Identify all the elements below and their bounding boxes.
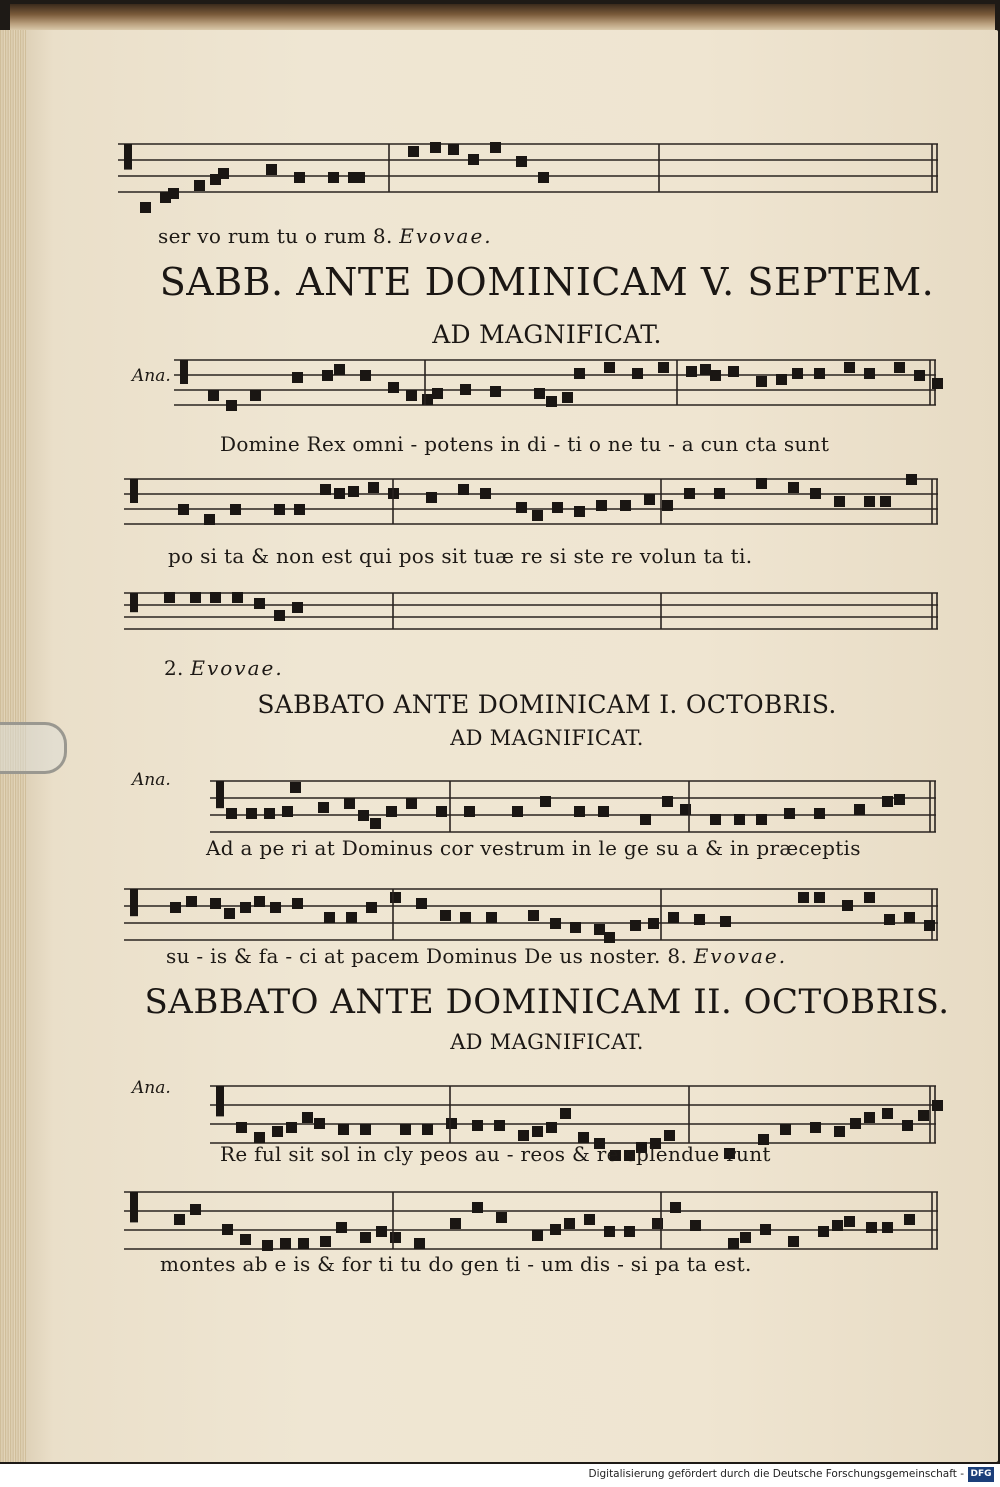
neume-note xyxy=(254,896,265,907)
neume-note xyxy=(904,912,915,923)
neume-note xyxy=(204,514,215,525)
neume-note xyxy=(496,1212,507,1223)
neume-note xyxy=(528,910,539,921)
neume-note xyxy=(432,388,443,399)
dfg-logo: DFG xyxy=(968,1467,994,1482)
neume-note xyxy=(844,362,855,373)
neume-note xyxy=(516,156,527,167)
neume-note xyxy=(792,368,803,379)
neume-note xyxy=(490,386,501,397)
neume-note xyxy=(596,500,607,511)
neume-note xyxy=(906,474,917,485)
neume-note xyxy=(866,1222,877,1233)
neume-note xyxy=(360,1124,371,1135)
music-staff-1 xyxy=(118,134,938,220)
neume-note xyxy=(264,808,275,819)
page-clip xyxy=(0,722,67,774)
neume-note xyxy=(814,368,825,379)
neume-note xyxy=(518,1130,529,1141)
neume-note xyxy=(784,808,795,819)
neume-note xyxy=(512,806,523,817)
neume-note xyxy=(298,1238,309,1249)
neume-note xyxy=(662,796,673,807)
neume-note xyxy=(344,798,355,809)
neume-note xyxy=(262,1240,273,1251)
neume-note xyxy=(328,172,339,183)
neume-note xyxy=(574,368,585,379)
neume-note xyxy=(668,912,679,923)
music-staff-3 xyxy=(124,470,938,548)
neume-note xyxy=(842,900,853,911)
neume-note xyxy=(236,1122,247,1133)
subheading-ad-magnificat: AD MAGNIFICAT. xyxy=(450,726,644,750)
neume-note xyxy=(814,892,825,903)
neume-note xyxy=(360,370,371,381)
neume-note xyxy=(734,814,745,825)
neume-note xyxy=(390,1232,401,1243)
neume-note xyxy=(700,364,711,375)
neume-note xyxy=(564,1218,575,1229)
neume-note xyxy=(226,808,237,819)
neume-note xyxy=(292,602,303,613)
lyric-line-2: Domine Rex omni - potens in di - ti o ne tu - a cun cta sunt xyxy=(220,432,830,456)
neume-note xyxy=(594,924,605,935)
neume-note xyxy=(780,1124,791,1135)
neume-note xyxy=(480,488,491,499)
section-heading-sabbato-ii-octobris: SABBATO ANTE DOMINICAM II. OCTOBRIS. xyxy=(144,982,950,1022)
section-heading-sabb-v-septem: SABB. ANTE DOMINICAM V. SEPTEM. xyxy=(159,260,935,304)
neume-note xyxy=(324,912,335,923)
neume-note xyxy=(448,144,459,155)
neume-note xyxy=(294,504,305,515)
neume-note xyxy=(932,1100,943,1111)
neume-note xyxy=(552,502,563,513)
antiphon-incipit: Ana. xyxy=(132,770,171,790)
neume-note xyxy=(210,898,221,909)
neume-note xyxy=(880,496,891,507)
neume-note xyxy=(190,592,201,603)
neume-note xyxy=(390,892,401,903)
neume-note xyxy=(854,804,865,815)
neume-note xyxy=(230,504,241,515)
mode-number: 2. xyxy=(164,656,184,680)
neume-note xyxy=(414,1238,425,1249)
neume-note xyxy=(334,364,345,375)
neume-note xyxy=(348,486,359,497)
neume-note xyxy=(210,592,221,603)
neume-note xyxy=(376,1226,387,1237)
lyric-text: su - is & fa - ci at pacem Dominus De us noster. 8. xyxy=(166,944,688,968)
neume-note xyxy=(918,1110,929,1121)
neume-note xyxy=(490,142,501,153)
neume-note xyxy=(756,814,767,825)
neume-note xyxy=(818,1226,829,1237)
neume-note xyxy=(460,912,471,923)
clef-mark xyxy=(130,889,138,916)
neume-note xyxy=(270,902,281,913)
neume-note xyxy=(884,914,895,925)
neume-note xyxy=(844,1216,855,1227)
neume-note xyxy=(532,510,543,521)
music-staff-2 xyxy=(174,350,936,430)
neume-note xyxy=(464,806,475,817)
neume-note xyxy=(882,1222,893,1233)
neume-note xyxy=(226,400,237,411)
neume-note xyxy=(334,488,345,499)
lyric-line-4 xyxy=(164,656,284,680)
neume-note xyxy=(178,504,189,515)
lyric-line-8: montes ab e is & for ti tu do gen ti - um dis - si pa ta est. xyxy=(160,1252,752,1276)
neume-note xyxy=(320,1236,331,1247)
neume-note xyxy=(686,366,697,377)
neume-note xyxy=(170,902,181,913)
neume-note xyxy=(282,806,293,817)
neume-note xyxy=(368,482,379,493)
neume-note xyxy=(632,368,643,379)
neume-note xyxy=(574,506,585,517)
neume-note xyxy=(832,1220,843,1231)
neume-note xyxy=(924,920,935,931)
neume-note xyxy=(546,1122,557,1133)
neume-note xyxy=(756,376,767,387)
neume-note xyxy=(358,810,369,821)
neume-note xyxy=(272,1126,283,1137)
clef-mark xyxy=(130,1192,138,1222)
neume-note xyxy=(446,1118,457,1129)
neume-note xyxy=(550,918,561,929)
neume-note xyxy=(174,1214,185,1225)
neume-note xyxy=(728,366,739,377)
neume-note xyxy=(266,164,277,175)
neume-note xyxy=(720,916,731,927)
neume-note xyxy=(550,1224,561,1235)
neume-note xyxy=(864,892,875,903)
neume-note xyxy=(430,142,441,153)
neume-note xyxy=(710,370,721,381)
neume-note xyxy=(224,908,235,919)
neume-note xyxy=(422,1124,433,1135)
neume-note xyxy=(338,1124,349,1135)
neume-note xyxy=(406,798,417,809)
neume-note xyxy=(194,180,205,191)
neume-note xyxy=(694,914,705,925)
neume-note xyxy=(360,1232,371,1243)
neume-note xyxy=(624,1226,635,1237)
subheading-ad-magnificat: AD MAGNIFICAT. xyxy=(450,1030,644,1054)
neume-note xyxy=(274,504,285,515)
neume-note xyxy=(472,1202,483,1213)
neume-note xyxy=(728,1238,739,1249)
neume-note xyxy=(532,1230,543,1241)
lyric-line-5: Ad a pe ri at Dominus cor vestrum in le ge su a & in præceptis xyxy=(206,836,861,860)
neume-note xyxy=(690,1220,701,1231)
neume-note xyxy=(468,154,479,165)
neume-note xyxy=(560,1108,571,1119)
neume-note xyxy=(302,1112,313,1123)
neume-note xyxy=(604,932,615,943)
neume-note xyxy=(458,484,469,495)
neume-note xyxy=(798,892,809,903)
neume-note xyxy=(250,390,261,401)
neume-note xyxy=(864,496,875,507)
neume-note xyxy=(670,1202,681,1213)
neume-note xyxy=(486,912,497,923)
neume-note xyxy=(882,796,893,807)
neume-note xyxy=(662,500,673,511)
neume-note xyxy=(882,1108,893,1119)
neume-note xyxy=(864,1112,875,1123)
manuscript-page xyxy=(14,30,998,1462)
neume-note xyxy=(864,368,875,379)
footer-bar xyxy=(0,1464,1000,1487)
lyric-text: ser vo rum tu o rum 8. xyxy=(158,224,393,248)
neume-note xyxy=(904,1214,915,1225)
neume-note xyxy=(630,920,641,931)
neume-note xyxy=(598,806,609,817)
neume-note xyxy=(834,1126,845,1137)
clef-mark xyxy=(216,781,224,808)
neume-note xyxy=(314,1118,325,1129)
neume-note xyxy=(280,1238,291,1249)
neume-note xyxy=(932,378,943,389)
neume-note xyxy=(164,592,175,603)
neume-note xyxy=(336,1222,347,1233)
neume-note xyxy=(810,488,821,499)
neume-note xyxy=(208,390,219,401)
neume-note xyxy=(406,390,417,401)
neume-note xyxy=(756,478,767,489)
neume-note xyxy=(416,898,427,909)
evovae-text: Evovae. xyxy=(693,944,788,968)
lyric-line-7: Re ful sit sol in cly peos au - reos & re splendue runt xyxy=(220,1142,771,1166)
neume-note xyxy=(240,902,251,913)
lyric-line-3: po si ta & non est qui pos sit tuæ re si ste re volun ta ti. xyxy=(168,544,753,568)
neume-note xyxy=(540,796,551,807)
neume-note xyxy=(320,484,331,495)
neume-note xyxy=(436,806,447,817)
neume-note xyxy=(346,912,357,923)
neume-note xyxy=(400,1124,411,1135)
neume-note xyxy=(426,492,437,503)
neume-note xyxy=(648,918,659,929)
neume-note xyxy=(190,1204,201,1215)
subheading-ad-magnificat: AD MAGNIFICAT. xyxy=(432,320,662,349)
clef-mark xyxy=(216,1086,224,1116)
neume-note xyxy=(664,1130,675,1141)
neume-note xyxy=(370,818,381,829)
book-top-edge xyxy=(10,4,995,30)
neume-note xyxy=(386,806,397,817)
neume-note xyxy=(604,362,615,373)
lyric-line-6 xyxy=(166,944,787,968)
neume-note xyxy=(274,610,285,621)
neume-note xyxy=(740,1232,751,1243)
neume-note xyxy=(366,902,377,913)
neume-note xyxy=(914,370,925,381)
neume-note xyxy=(850,1118,861,1129)
neume-note xyxy=(604,1226,615,1237)
neume-note xyxy=(684,488,695,499)
neume-note xyxy=(574,806,585,817)
footer-credit: Digitalisierung gefördert durch die Deutsche Forschungsgemeinschaft - xyxy=(588,1468,964,1480)
neume-note xyxy=(322,370,333,381)
neume-note xyxy=(546,396,557,407)
clef-mark xyxy=(130,479,138,503)
neume-note xyxy=(584,1214,595,1225)
music-staff-4 xyxy=(124,586,938,648)
neume-note xyxy=(658,362,669,373)
clef-mark xyxy=(124,144,132,170)
neume-note xyxy=(534,388,545,399)
neume-note xyxy=(240,1234,251,1245)
section-heading-sabbato-i-octobris: SABBATO ANTE DOMINICAM I. OCTOBRIS. xyxy=(257,690,837,719)
neume-note xyxy=(388,382,399,393)
lyric-line-1 xyxy=(158,224,493,248)
evovae-text: Evovae. xyxy=(399,224,493,248)
clef-mark xyxy=(130,593,138,612)
neume-note xyxy=(246,808,257,819)
neume-note xyxy=(294,172,305,183)
neume-note xyxy=(894,362,905,373)
neume-note xyxy=(292,372,303,383)
neume-note xyxy=(714,488,725,499)
neume-note xyxy=(760,1224,771,1235)
neume-note xyxy=(318,802,329,813)
neume-note xyxy=(290,782,301,793)
neume-note xyxy=(472,1120,483,1131)
antiphon-incipit: Ana. xyxy=(132,1078,171,1098)
neume-note xyxy=(408,146,419,157)
neume-note xyxy=(814,808,825,819)
neume-note xyxy=(168,188,179,199)
neume-note xyxy=(644,494,655,505)
neume-note xyxy=(570,922,581,933)
neume-note xyxy=(776,374,787,385)
neume-note xyxy=(440,910,451,921)
neume-note xyxy=(640,814,651,825)
neume-note xyxy=(532,1126,543,1137)
neume-note xyxy=(254,598,265,609)
neume-note xyxy=(494,1120,505,1131)
neume-note xyxy=(354,172,365,183)
neume-note xyxy=(834,496,845,507)
neume-note xyxy=(894,794,905,805)
neume-note xyxy=(562,392,573,403)
neume-note xyxy=(620,500,631,511)
neume-note xyxy=(292,898,303,909)
neume-note xyxy=(902,1120,913,1131)
neume-note xyxy=(788,1236,799,1247)
clef-mark xyxy=(180,360,188,384)
neume-note xyxy=(788,482,799,493)
neume-note xyxy=(232,592,243,603)
neume-note xyxy=(286,1122,297,1133)
neume-note xyxy=(218,168,229,179)
neume-note xyxy=(222,1224,233,1235)
neume-note xyxy=(710,814,721,825)
neume-note xyxy=(140,202,151,213)
neume-note xyxy=(538,172,549,183)
neume-note xyxy=(450,1218,461,1229)
neume-note xyxy=(422,394,433,405)
evovae-text: Evovae. xyxy=(190,656,284,680)
neume-note xyxy=(460,384,471,395)
antiphon-incipit: Ana. xyxy=(132,366,171,386)
neume-note xyxy=(810,1122,821,1133)
neume-note xyxy=(516,502,527,513)
neume-note xyxy=(186,896,197,907)
